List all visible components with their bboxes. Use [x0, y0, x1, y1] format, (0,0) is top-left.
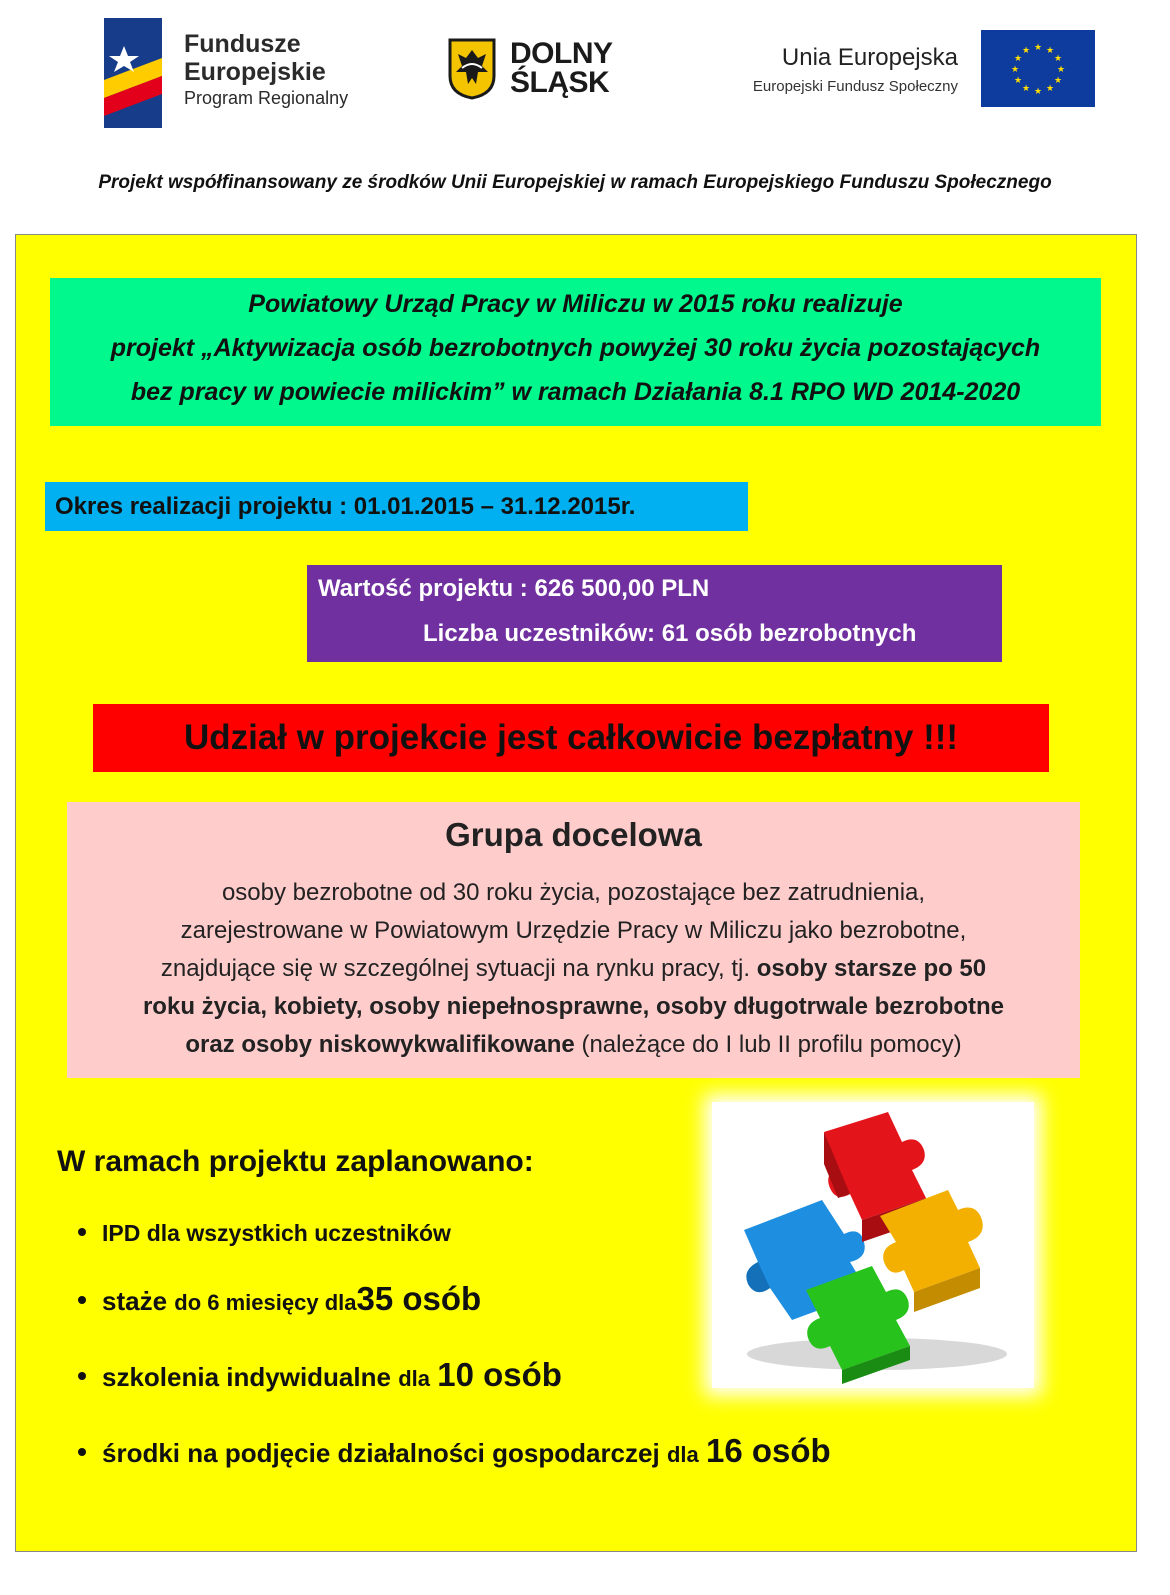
- plan-item-ipd: [78, 1220, 451, 1247]
- svg-text:★: ★: [1033, 87, 1043, 97]
- project-value: Wartość projektu : 626 500,00 PLN: [318, 575, 710, 602]
- eu-flag-icon: [981, 30, 1095, 107]
- ds-line2: ŚLĄSK: [510, 65, 610, 99]
- svg-text:★: ★: [1045, 84, 1055, 94]
- plan-item2-a: staże: [102, 1286, 168, 1316]
- plan-item-szkolenia: [78, 1356, 562, 1394]
- tg-normal-4: (należące do I lub II profilu pomocy): [581, 1031, 962, 1058]
- puzzle-icon: [712, 1102, 1034, 1388]
- tg-bold-3: oraz osoby niskowykwalifikowane: [185, 1031, 575, 1058]
- plan-item3-b: dla: [398, 1366, 430, 1391]
- fundusze-europejskie-logo-icon: [104, 18, 162, 128]
- dolny-slask-crest-icon: [448, 38, 496, 100]
- plan-item4-c: 16 osób: [705, 1432, 831, 1469]
- target-group-box: [67, 802, 1080, 1078]
- plan-item2-c: 35 osób: [356, 1280, 482, 1317]
- plan-item4-b: dla: [666, 1442, 699, 1467]
- intro-line3: bez pracy w powiecie milickim” w ramach Działania 8.1 RPO WD 2014-2020: [130, 378, 1021, 406]
- period-box: Okres realizacji projektu : 01.01.2015 – 31.12.2015r.: [45, 482, 748, 531]
- plan-heading: W ramach projektu zaplanowano:: [57, 1145, 534, 1178]
- ue-line1: Unia Europejska: [781, 44, 958, 71]
- tg-bold-2: roku życia, kobiety, osoby niepełnosprawne, osoby długotrwale bezrobotne: [142, 993, 1005, 1020]
- svg-text:★: ★: [1013, 76, 1023, 86]
- fe-line1: Fundusze: [184, 30, 301, 58]
- plan-item2-b: do 6 miesięcy dla: [174, 1290, 357, 1315]
- bullet-dot-icon: [78, 1228, 86, 1236]
- svg-text:★: ★: [1053, 54, 1063, 64]
- plan-item3-a: szkolenia indywidualne: [102, 1362, 391, 1392]
- bullet-dot-icon: [78, 1448, 86, 1456]
- bullet-dot-icon: [78, 1372, 86, 1380]
- svg-text:★: ★: [1021, 84, 1031, 94]
- dolny-slask-logo-text: [510, 37, 613, 99]
- participants-count: Liczba uczestników: 61 osób bezrobotnych: [423, 620, 917, 647]
- cofinance-note: Projekt współfinansowany ze środków Unii Europejskiej w ramach Europejskiego Funduszu Społecznego: [98, 172, 1052, 193]
- bullet-dot-icon: [78, 1296, 86, 1304]
- fe-line3: Program Regionalny: [184, 88, 349, 108]
- svg-text:★: ★: [1045, 46, 1055, 56]
- plan-item-staze: [78, 1280, 481, 1318]
- tg-bold-1: osoby starsze po 50: [756, 955, 987, 982]
- plan-item4-a: środki na podjęcie działalności gospodarczej: [102, 1438, 660, 1468]
- intro-line2: projekt „Aktywizacja osób bezrobotnych powyżej 30 roku życia pozostających: [110, 334, 1041, 362]
- ue-line2: Europejski Fundusz Społeczny: [752, 78, 958, 95]
- tg-normal-3: znajdujące się w szczególnej sytuacji na rynku pracy, tj.: [160, 955, 751, 982]
- target-group-text: [67, 874, 1080, 1064]
- fundusze-europejskie-logo-text: [184, 32, 348, 107]
- svg-text:★: ★: [1013, 54, 1023, 64]
- svg-text:★: ★: [1021, 46, 1031, 56]
- tg-normal-2: zarejestrowane w Powiatowym Urzędzie Pracy w Miliczu jako bezrobotne,: [180, 917, 967, 944]
- ds-line1: DOLNY: [510, 37, 613, 70]
- svg-text:★: ★: [1033, 43, 1043, 53]
- target-group-title: Grupa docelowa: [445, 816, 702, 853]
- plan-item-srodki: [78, 1432, 831, 1470]
- free-notice: Udział w projekcie jest całkowicie bezpłatny !!!: [93, 704, 1049, 772]
- intro-box: [50, 278, 1101, 426]
- svg-text:★: ★: [1010, 65, 1020, 75]
- svg-text:★: ★: [1056, 65, 1066, 75]
- plan-item3-c: 10 osób: [437, 1356, 562, 1393]
- plan-item1-text: IPD dla wszystkich uczestników: [102, 1220, 451, 1246]
- value-box: [307, 565, 1002, 662]
- svg-text:★: ★: [1053, 76, 1063, 86]
- tg-normal-1: osoby bezrobotne od 30 roku życia, pozostające bez zatrudnienia,: [221, 879, 926, 906]
- intro-line1: Powiatowy Urząd Pracy w Miliczu w 2015 roku realizuje: [248, 290, 903, 318]
- puzzle-image: [712, 1102, 1034, 1388]
- fe-line2: Europejskie: [184, 58, 326, 86]
- unia-europejska-logo-text: [700, 44, 958, 95]
